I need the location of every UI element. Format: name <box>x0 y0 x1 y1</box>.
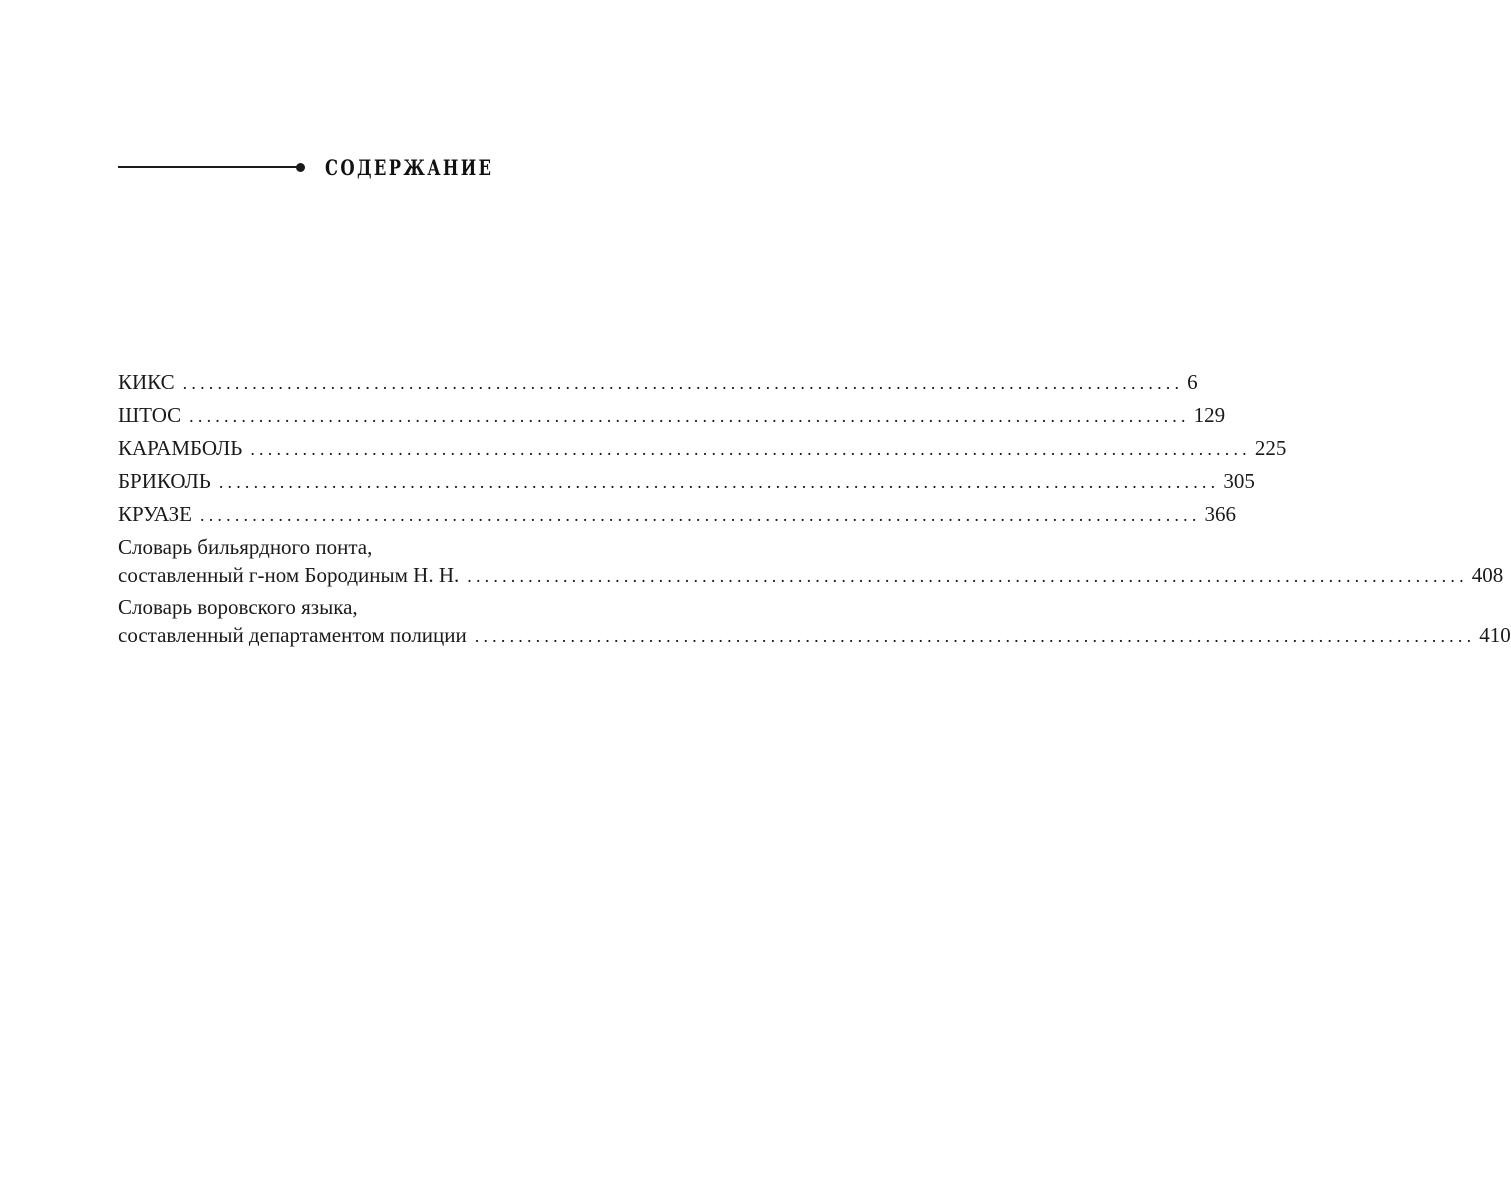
table-of-contents <box>118 366 1511 653</box>
toc-entry-title: КАРАМБОЛЬ <box>118 436 243 460</box>
toc-entry-page: 408 <box>1471 563 1504 587</box>
toc-heading <box>118 150 541 184</box>
page-title: СОДЕРЖАНИЕ <box>325 154 494 180</box>
toc-leader-dots: ................................................................................................................... <box>182 373 1184 393</box>
toc-entry-billiard-dictionary[interactable] <box>118 533 1504 589</box>
heading-bullet-icon <box>296 163 305 172</box>
toc-entry-title-line2: составленный г-ном Бородиным Н. Н. <box>118 563 460 587</box>
toc-entry-title-line2: составленный департаментом полиции <box>118 623 467 647</box>
toc-entry-shtos[interactable] <box>118 399 1226 432</box>
toc-entry-kiks[interactable] <box>118 366 1198 399</box>
toc-entry-thieves-dictionary[interactable] <box>118 593 1511 649</box>
toc-leader-dots: ................................................................................................................... <box>250 439 1251 459</box>
toc-entry-title: КРУАЗЕ <box>118 502 193 526</box>
toc-leader-dots: ................................................................................................................... <box>189 406 1190 426</box>
toc-leader-dots: ................................................................................................................... <box>474 626 1476 646</box>
heading-rule <box>118 166 298 168</box>
toc-entry-page: 6 <box>1187 370 1198 394</box>
toc-leader-dots: ................................................................................................................... <box>218 472 1220 492</box>
toc-entry-page: 410 <box>1479 623 1511 647</box>
toc-entry-karambol[interactable] <box>118 432 1287 465</box>
toc-leader-dots: ................................................................................................................... <box>200 505 1201 525</box>
toc-leader-dots: ................................................................................................................... <box>467 566 1468 586</box>
toc-entry-page: 225 <box>1254 436 1287 460</box>
toc-entry-page: 366 <box>1204 502 1237 526</box>
toc-entry-title-line1: Словарь воровского языка, <box>118 595 358 619</box>
toc-entry-brikol[interactable] <box>118 465 1255 498</box>
toc-entry-title: БРИКОЛЬ <box>118 469 211 493</box>
toc-entry-page: 129 <box>1193 403 1226 427</box>
toc-entry-kruaze[interactable] <box>118 498 1237 531</box>
toc-entry-title-line1: Словарь бильярдного понта, <box>118 535 373 559</box>
toc-entry-page: 305 <box>1223 469 1255 493</box>
toc-entry-title: ШТОС <box>118 403 182 427</box>
toc-entry-title: КИКС <box>118 370 175 394</box>
